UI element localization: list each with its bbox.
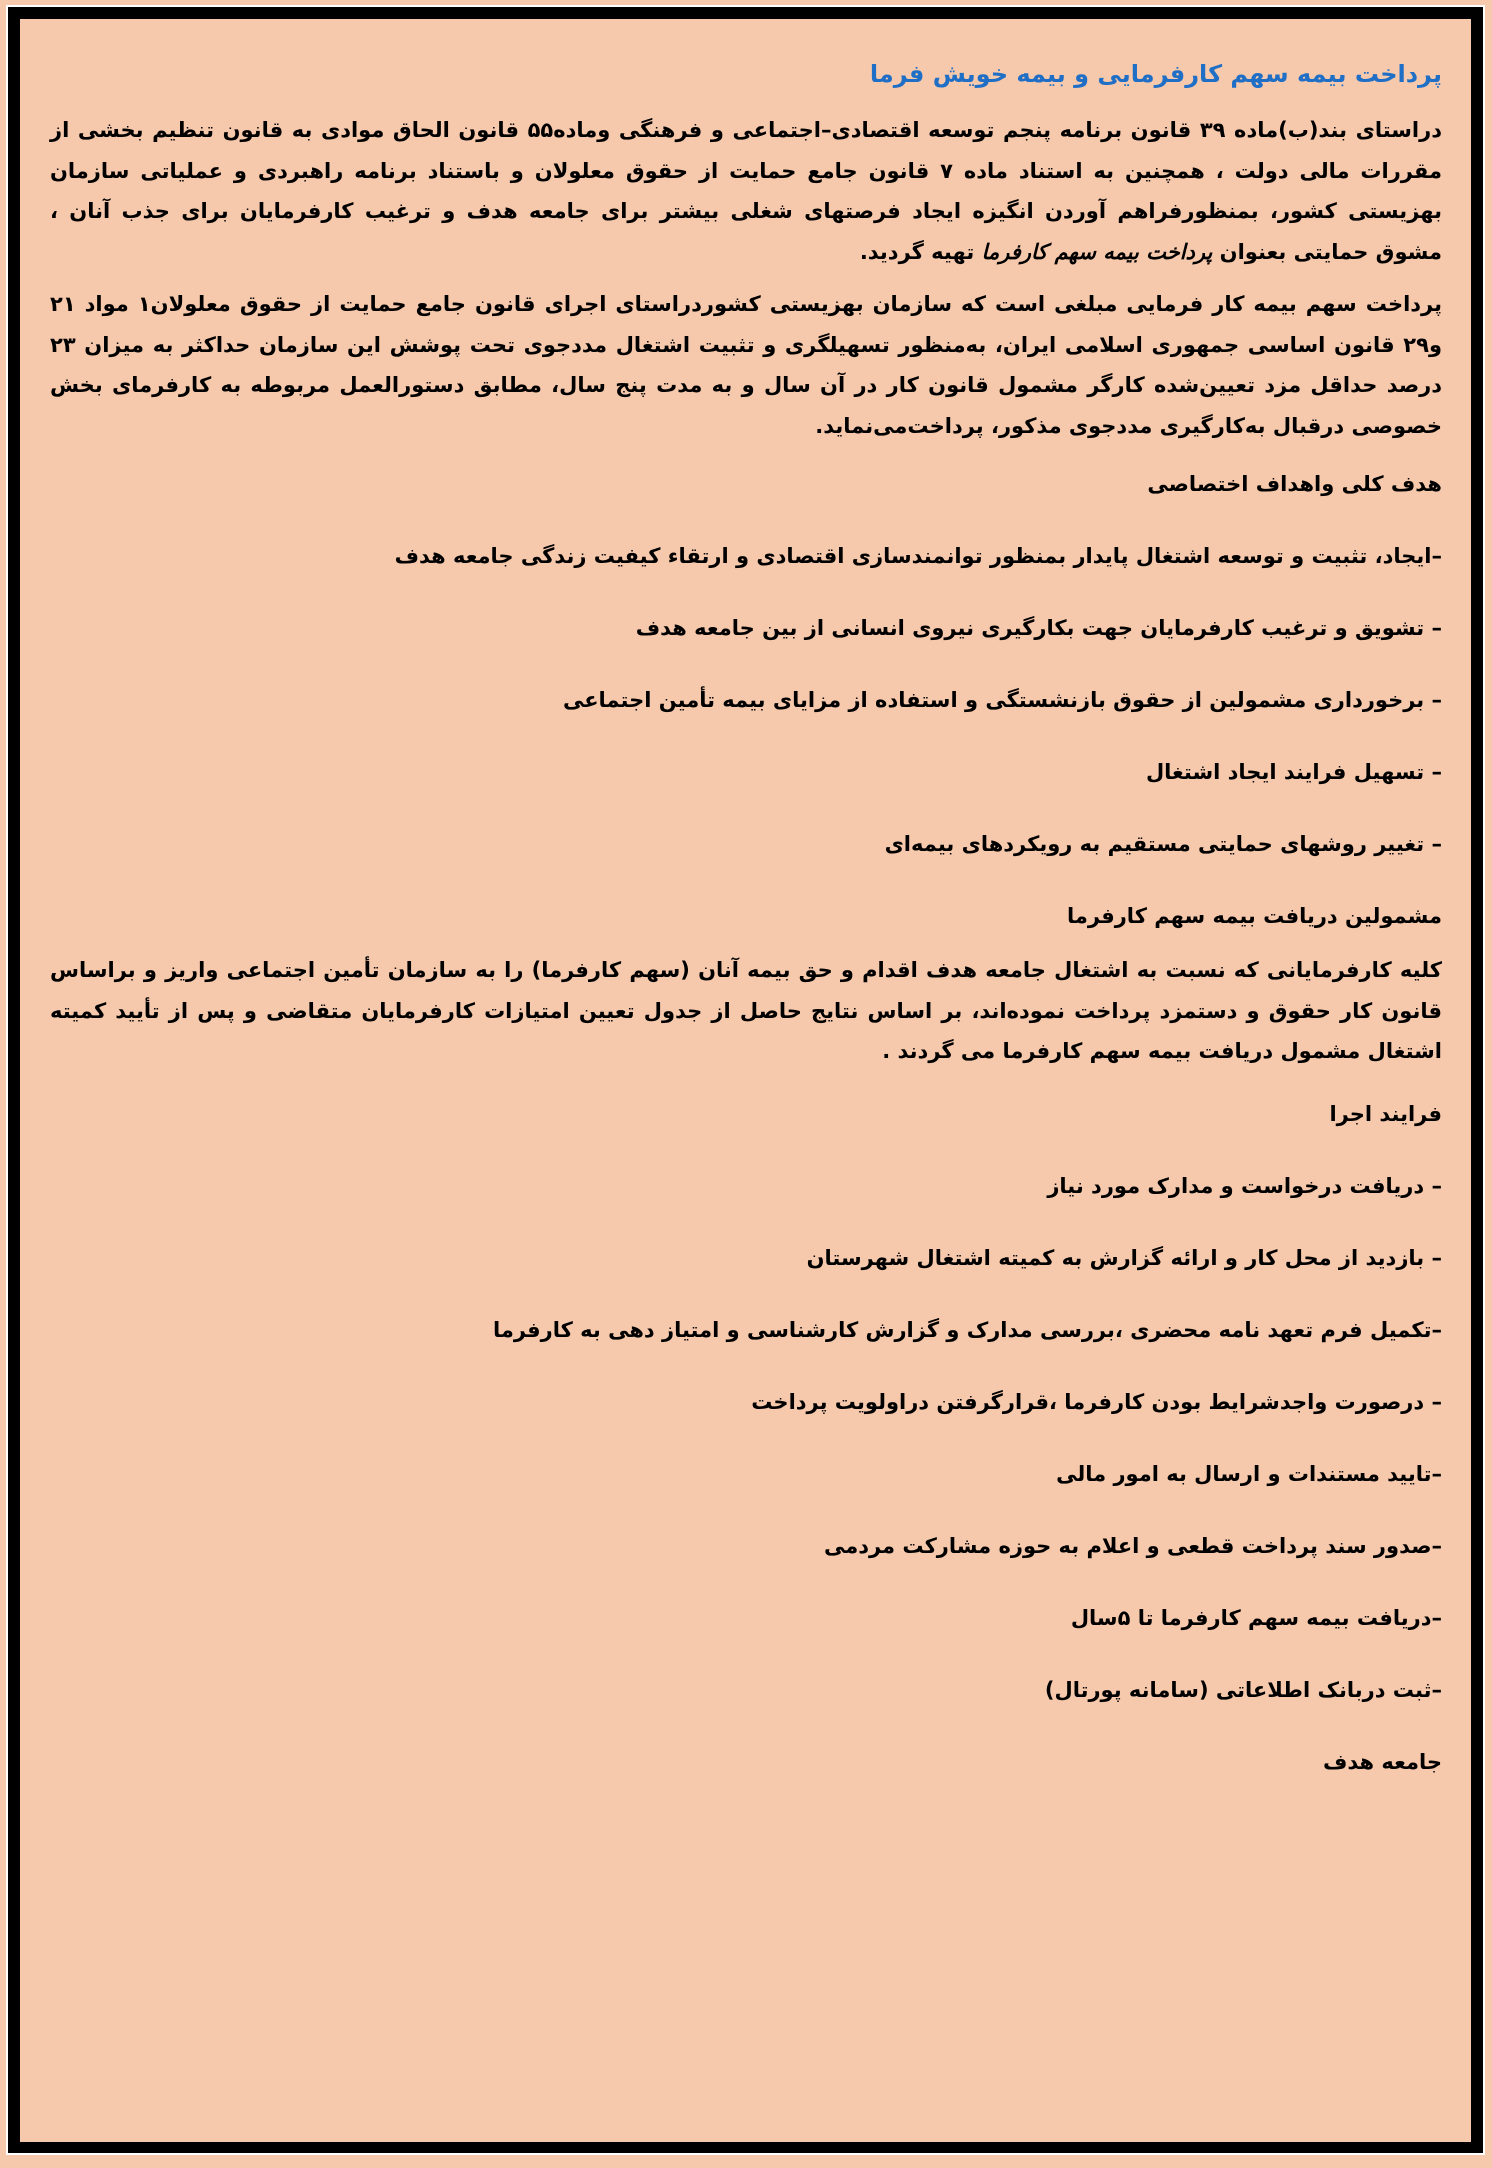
intro-text-italic: پرداخت بیمه سهم کارفرما — [981, 239, 1213, 264]
goal-item: –ایجاد، تثبیت و توسعه اشتغال پایدار بمنظور توانمندسازی اقتصادی و ارتقاء کیفیت زندگی جامعه هدف — [394, 544, 1442, 568]
process-step: – دریافت درخواست و مدارک مورد نیاز — [1047, 1173, 1442, 1198]
document-body — [50, 56, 1442, 1814]
process-step: – درصورت واجدشرایط بودن کارفرما ،قرارگرفتن دراولویت پرداخت — [751, 1389, 1442, 1414]
goal-item: – تسهیل فرایند ایجاد اشتغال — [1145, 760, 1442, 784]
goal-item: – تشویق و ترغیب کارفرمایان جهت بکارگیری نیروی انسانی از بین جامعه هدف — [635, 616, 1442, 640]
eligibility-paragraph: کلیه کارفرمایانی که نسبت به اشتغال جامعه هدف اقدام و حق بیمه آنان (سهم کارفرما) را به سازمان تأمین اجتماعی واریز و براساس قانون کار حقوق و دستمزد پرداخت نموده‌اند، بر اساس نتایج حاصل از جدول تعیین امتیازات کارفرمایان متقاضی و پس از تأیید کمیته اشتغال مشمول دریافت بیمه سهم کارفرما می گردند . — [50, 958, 1442, 1063]
intro-paragraph — [50, 110, 1442, 272]
goal-item: – برخورداری مشمولین از حقوق بازنشستگی و استفاده از مزایای بیمه تأمین اجتماعی — [562, 688, 1442, 712]
intro-text-before: دراستای بند(ب)ماده ۳۹ قانون برنامه پنجم توسعه اقتصادی–اجتماعی و فرهنگی وماده۵۵ قانون الحاق موادی به قانون تنظیم بخشی از مقررات مالی دولت ، همچنین به استناد ماده ۷ قانون جامع حمایت از حقوق معلولان و باستناد برنامه راهبردی و عملیاتی سازمان بهزیستی کشور، بمنظورفراهم آوردن انگیزه ایجاد فرصتهای شغلی بیشتر برای جامعه هدف و ترغیب کارفرمایان برای جذب آنان ، مشوق حمایتی بعنوان — [50, 118, 1442, 264]
target-group-heading: جامعه هدف — [1322, 1749, 1442, 1774]
definition-paragraph: پرداخت سهم بیمه کار فرمایی مبلغی است که سازمان بهزیستی کشوردراستای اجرای قانون جامع حمایت از حقوق معلولان۱ مواد ۲۱ و۲۹ قانون اساسی جمهوری اسلامی ایران، به‌منظور تسهیلگری و تثبیت اشتغال مددجوی تحت پوشش این سازمان حداکثر به میزان ۲۳ درصد حداقل مزد تعیین‌شده کارگر مشمول قانون کار در آن سال و به مدت پنج سال، مطابق دستورالعمل مربوطه به کارفرمای بخش خصوصی درقبال به‌کارگیری مددجوی مذکور، پرداخت‌می‌نماید. — [50, 292, 1443, 438]
document-title: پرداخت بیمه سهم کارفرمایی و بیمه خویش فرما — [869, 60, 1442, 88]
eligibility-heading: مشمولین دریافت بیمه سهم کارفرما — [1067, 904, 1442, 928]
process-heading: فرایند اجرا — [1329, 1101, 1442, 1126]
process-step: –تایید مستندات و ارسال به امور مالی — [1056, 1461, 1442, 1486]
goals-heading: هدف کلی واهداف اختصاصی — [1147, 472, 1442, 496]
process-step: – بازدید از محل کار و ارائه گزارش به کمیته اشتغال شهرستان — [806, 1245, 1442, 1270]
process-step: –ثبت دربانک اطلاعاتی (سامانه پورتال) — [1044, 1677, 1442, 1702]
intro-text-after: تهیه گردید. — [859, 239, 982, 264]
process-step: –تکمیل فرم تعهد نامه محضری ،بررسی مدارک و گزارش کارشناسی و امتیاز دهی به کارفرما — [492, 1317, 1442, 1342]
process-step: –صدور سند پرداخت قطعی و اعلام به حوزه مشارکت مردمی — [823, 1533, 1442, 1558]
goal-item: – تغییر روشهای حمایتی مستقیم به رویکردهای بیمه‌ای — [884, 832, 1442, 856]
process-step: –دریافت بیمه سهم کارفرما تا ۵سال — [1070, 1605, 1442, 1630]
